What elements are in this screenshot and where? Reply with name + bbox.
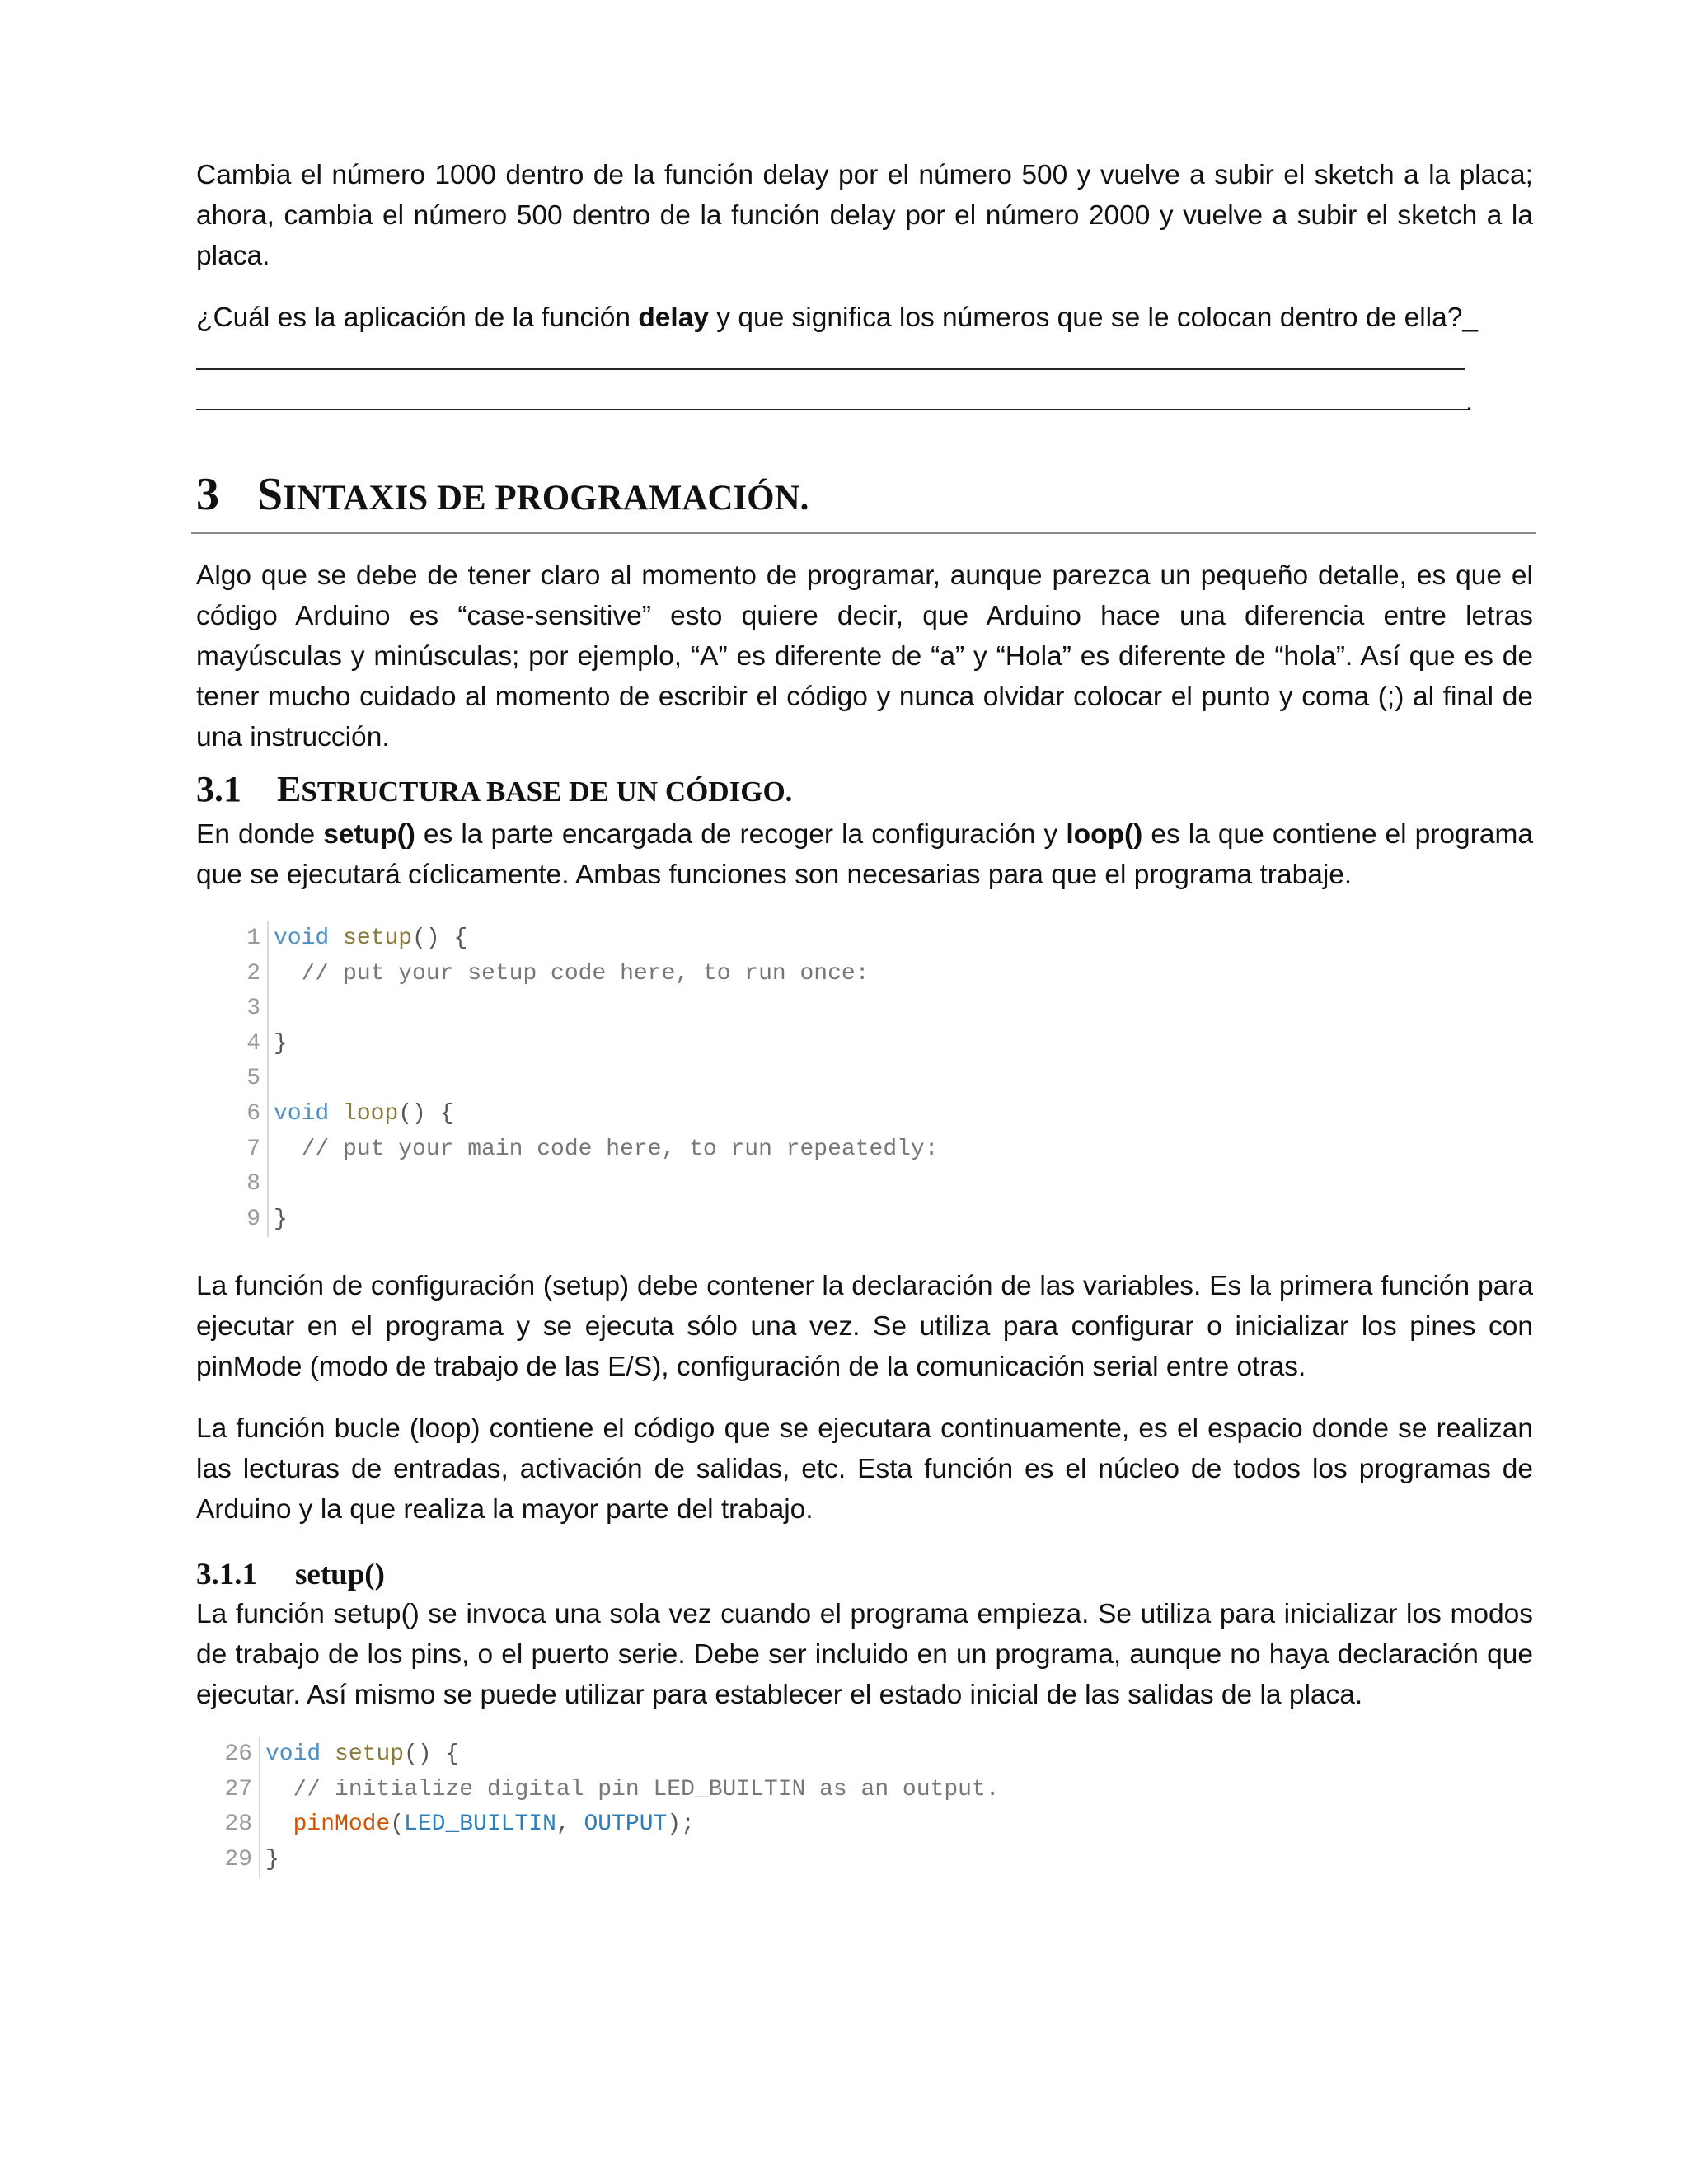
- code-token: // initialize digital pin LED_BUILTIN as an output.: [265, 1776, 1000, 1802]
- code-token: loop: [343, 1100, 399, 1127]
- line-number: 6: [246, 1100, 260, 1127]
- section-3-paragraph: Algo que se debe de tener claro al momento de programar, aunque parezca un pequeño detalle, es que el código Arduino es “case-sensitive” esto quiere decir, que Arduino hace una diferencia entre letras mayúsculas y minúsculas; por ejemplo, “A” es diferente de “a” y “Hola” es diferente de “hola”. Así que es de tener mucho cuidado al momento de escribir el código y nunca olvidar colocar el punto y coma (;) al final de una instrucción.: [196, 560, 1533, 752]
- answer-end-period: .: [1465, 386, 1474, 416]
- code-text: [274, 1097, 453, 1132]
- question-text: ¿Cuál es la aplicación de la función: [196, 302, 639, 333]
- code-text: [265, 1843, 279, 1878]
- code-token: setup: [343, 926, 413, 951]
- code-line: [224, 1167, 1048, 1202]
- code-line: [224, 921, 1048, 957]
- section-3-heading: 3 SINTAXIS DE PROGRAMACIÓN.: [196, 466, 809, 527]
- code-token: // put your main code here, to run repeatedly:: [274, 1136, 939, 1162]
- code-token: pinMode: [293, 1811, 391, 1838]
- code-token: void: [265, 1741, 321, 1767]
- line-number: 29: [224, 1846, 252, 1872]
- code-line: [216, 1773, 1040, 1808]
- question-bold-delay: delay: [638, 302, 709, 333]
- line-number: 7: [246, 1136, 260, 1162]
- code-token: }: [274, 1030, 288, 1057]
- loop-bold: loop(): [1066, 819, 1143, 850]
- code-block-setup-example: [216, 1737, 1040, 1877]
- code-text: [265, 1773, 1000, 1808]
- setup-description: La función de configuración (setup) debe contener la declaración de las variables. Es la primera función para ejecutar en el programa y se ejecuta sólo una vez. Se utiliza para configurar o inicializar los pines con pinMode (modo de trabajo de las E/S), configuración de la comunicación serial entre otras.: [196, 1271, 1533, 1382]
- section-number: 3.1.1: [196, 1558, 257, 1591]
- code-line: [224, 1062, 1048, 1097]
- code-text: [274, 1202, 288, 1238]
- line-number: 26: [224, 1741, 252, 1767]
- line-number: 2: [246, 960, 260, 987]
- code-token: setup: [335, 1741, 405, 1767]
- code-token: void: [274, 1100, 330, 1127]
- answer-line-1[interactable]: [196, 368, 1465, 370]
- loop-description: La función bucle (loop) contiene el código que se ejecutara continuamente, es el espacio donde se realizan las lecturas de entradas, activación de salidas, etc. Esta función es el núcleo de todos los programas de Arduino y la que realiza la mayor parte del trabajo.: [196, 1413, 1533, 1525]
- section-3-1-heading: 3.1 ESTRUCTURA BASE DE UN CÓDIGO.: [196, 766, 792, 815]
- section-3-1-paragraph: En donde setup() es la parte encargada de recoger la configuración y loop() es la que contiene el programa que se ejecutará cíclicamente. Ambas funciones son necesarias para que el programa trabaje.: [196, 819, 1534, 890]
- code-text: [274, 957, 870, 992]
- code-text: [274, 1027, 288, 1062]
- code-line: [224, 991, 1048, 1027]
- code-line: [224, 1202, 1048, 1238]
- code-token: }: [265, 1846, 279, 1872]
- code-token: () {: [398, 1100, 454, 1127]
- code-line: [224, 1027, 1048, 1062]
- code-text: [265, 1807, 695, 1843]
- code-token: OUTPUT: [584, 1811, 668, 1838]
- code-token: [321, 1741, 335, 1767]
- section-3-1-1-heading: 3.1.1 setup(): [196, 1554, 385, 1596]
- question-text-end: y que significa los números que se le colocan dentro de ella?_: [708, 302, 1478, 333]
- code-text: [274, 1132, 939, 1168]
- section-number: 3: [196, 469, 219, 520]
- intro-paragraph: Cambia el número 1000 dentro de la función delay por el número 500 y vuelve a subir el sketch a la placa; ahora, cambia el número 500 dentro de la función delay por el número 2000 y vuelve a subir el sketch a la placa.: [196, 160, 1533, 271]
- code-token: void: [274, 926, 330, 951]
- code-token: [329, 1101, 343, 1127]
- code-token: ,: [556, 1811, 584, 1838]
- line-number: 3: [246, 996, 260, 1022]
- code-line: [216, 1843, 1040, 1878]
- code-line: [216, 1737, 1040, 1773]
- delay-question: [196, 298, 1533, 338]
- code-token: );: [667, 1811, 695, 1838]
- line-number: 8: [246, 1171, 260, 1197]
- line-number: 9: [246, 1206, 260, 1232]
- code-line: [216, 1807, 1040, 1843]
- section-number: 3.1: [196, 769, 241, 809]
- code-line: [224, 1132, 1048, 1168]
- line-number: 1: [246, 926, 260, 951]
- code-token: () {: [412, 926, 468, 951]
- code-token: LED_BUILTIN: [404, 1811, 556, 1838]
- line-number: 28: [224, 1811, 252, 1838]
- code-token: (: [390, 1811, 405, 1838]
- setup-function-paragraph: La función setup() se invoca una sola vez cuando el programa empieza. Se utiliza para inicializar los modos de trabajo de los pins, o el puerto serie. Debe ser incluido en un programa, aunque no haya declaración que ejecutar. Así mismo se puede utilizar para establecer el estado inicial de las salidas de la placa.: [196, 1599, 1533, 1710]
- line-number: 4: [246, 1030, 260, 1057]
- heading-divider: [191, 532, 1536, 534]
- line-number: 27: [224, 1776, 252, 1802]
- code-text: [274, 921, 467, 957]
- code-line: [224, 1097, 1048, 1132]
- setup-bold: setup(): [323, 819, 415, 850]
- code-block-base-structure: [224, 921, 1048, 1237]
- code-token: // put your setup code here, to run once:: [274, 960, 870, 987]
- code-token: }: [274, 1206, 288, 1232]
- answer-line-2[interactable]: [196, 409, 1469, 410]
- code-token: [329, 926, 343, 951]
- code-token: [265, 1811, 293, 1837]
- line-number: 5: [246, 1066, 260, 1092]
- code-text: [265, 1737, 459, 1773]
- code-line: [224, 957, 1048, 992]
- code-token: () {: [404, 1741, 460, 1767]
